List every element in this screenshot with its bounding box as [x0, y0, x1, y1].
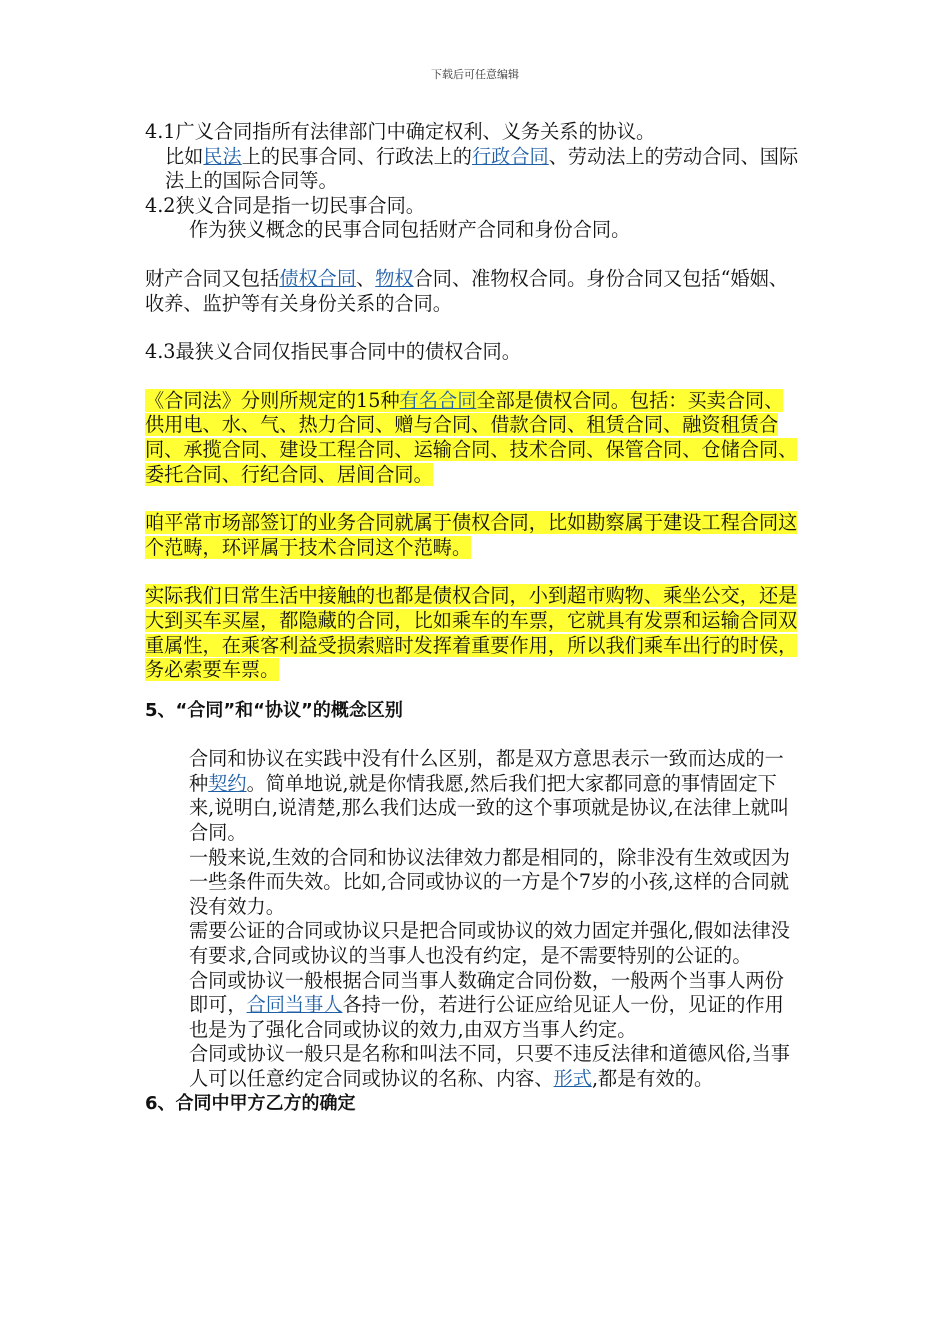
text: 比如	[165, 144, 204, 168]
text: 。简单地说,就是你情我愿,然后我们把大家都同意的事情固定下来,说明白,说清楚,那么我们达成一致的这个事项就是协议,在法律上就叫合同。	[189, 771, 790, 845]
section-heading-6: 6、合同中甲方乙方的确定	[145, 1092, 356, 1114]
para-5-2: 一般来说,生效的合同和协议法律效力都是相同的，除非没有生效或因为一些条件而失效。比如,合同或协议的一方是个7岁的小孩,这样的合同就没有效力。	[189, 845, 790, 918]
para-5-4	[145, 969, 800, 1043]
link-named-contract[interactable]: 有名合同	[399, 388, 477, 412]
text: 合同或协议一般根据合同当事人数确定合同份数，一般两个当事人两份即可，	[189, 968, 784, 1017]
document-body	[145, 120, 800, 1116]
text: ,都是有效的。	[591, 1067, 714, 1090]
para-property-contract	[145, 267, 800, 316]
text: 各持一份，若进行公证应给见证人一份，见证的作用也是为了强化合同或协议的效力,由双方当事人约定。	[189, 993, 784, 1041]
link-contract-party[interactable]: 合同当事人	[246, 993, 343, 1017]
section-heading-5: 5、“合同”和“协议”的概念区别	[145, 699, 403, 721]
text: 、	[356, 266, 376, 290]
text: 、劳动法上的劳动合同、国际法上的国际合同等。	[165, 144, 799, 193]
text: 合同或协议一般只是名称和叫法不同，只要不违反法律和道德风俗,当事人可以任意约定合同或协议的名称、内容、	[189, 1042, 790, 1090]
link-administrative-contract[interactable]: 行政合同	[472, 144, 549, 168]
link-form[interactable]: 形式	[553, 1067, 592, 1090]
highlight-text: 实际我们日常生活中接触的也都是债权合同，小到超市购物、乘坐公交，还是大到买车买屋，都隐藏的合同，比如乘车的车票，它就具有发票和运输合同双重属性，在乘客利益受损索赔时发挥着重要作用，所以我们乘车出行的时侯，务必索要车票。	[145, 584, 798, 682]
highlight-text: 咱平常市场部签订的业务合同就属于债权合同，比如勘察属于建设工程合同这个范畴，环评属于技术合同这个范畴。	[145, 511, 798, 559]
link-property-right[interactable]: 物权	[375, 266, 414, 290]
para-5-5	[145, 1042, 800, 1091]
para-4-2-desc: 作为狭义概念的民事合同包括财产合同和身份合同。	[189, 218, 631, 242]
para-5-1	[145, 747, 800, 845]
page-header: 下载后可任意编辑	[431, 68, 519, 81]
link-civil-law[interactable]: 民法	[203, 144, 242, 168]
text: 全部是债权合同。包括：买卖合同、供用电、水、气、热力合同、赠与合同、借款合同、租赁合同、融资租赁合同、承揽合同、建设工程合同、运输合同、技术合同、保管合同、仓储合同、委托合同、行纪合同、居间合同。	[145, 388, 798, 486]
highlight-para-3	[145, 584, 800, 682]
highlight-para-1	[145, 389, 800, 487]
highlight-para-2	[145, 511, 800, 560]
text: 上的民事合同、行政法上的	[241, 144, 472, 168]
para-4-1: 4.1广义合同指所有法律部门中确定权利、义务关系的协议。	[145, 120, 656, 143]
link-covenant[interactable]: 契约	[208, 771, 247, 795]
text: 合同和协议在实践中没有什么区别，都是双方意思表示一致而达成的一种	[189, 747, 784, 795]
para-5-3: 需要公证的合同或协议只是把合同或协议的效力固定并强化,假如法律没有要求,合同或协议的当事人也没有约定，是不需要特别的公证的。	[189, 919, 790, 968]
text: 《合同法》分则所规定的15种	[145, 388, 400, 412]
para-4-3: 4.3最狭义合同仅指民事合同中的债权合同。	[145, 340, 521, 364]
para-4-2: 4.2狭义合同是指一切民事合同。	[145, 193, 425, 217]
text: 合同、准物权合同。身份合同又包括“婚姻、收养、监护等有关身份关系的合同。	[145, 266, 788, 315]
para-4-1-example	[145, 145, 800, 194]
text: 财产合同又包括	[145, 266, 280, 290]
link-creditor-contract[interactable]: 债权合同	[279, 266, 357, 290]
